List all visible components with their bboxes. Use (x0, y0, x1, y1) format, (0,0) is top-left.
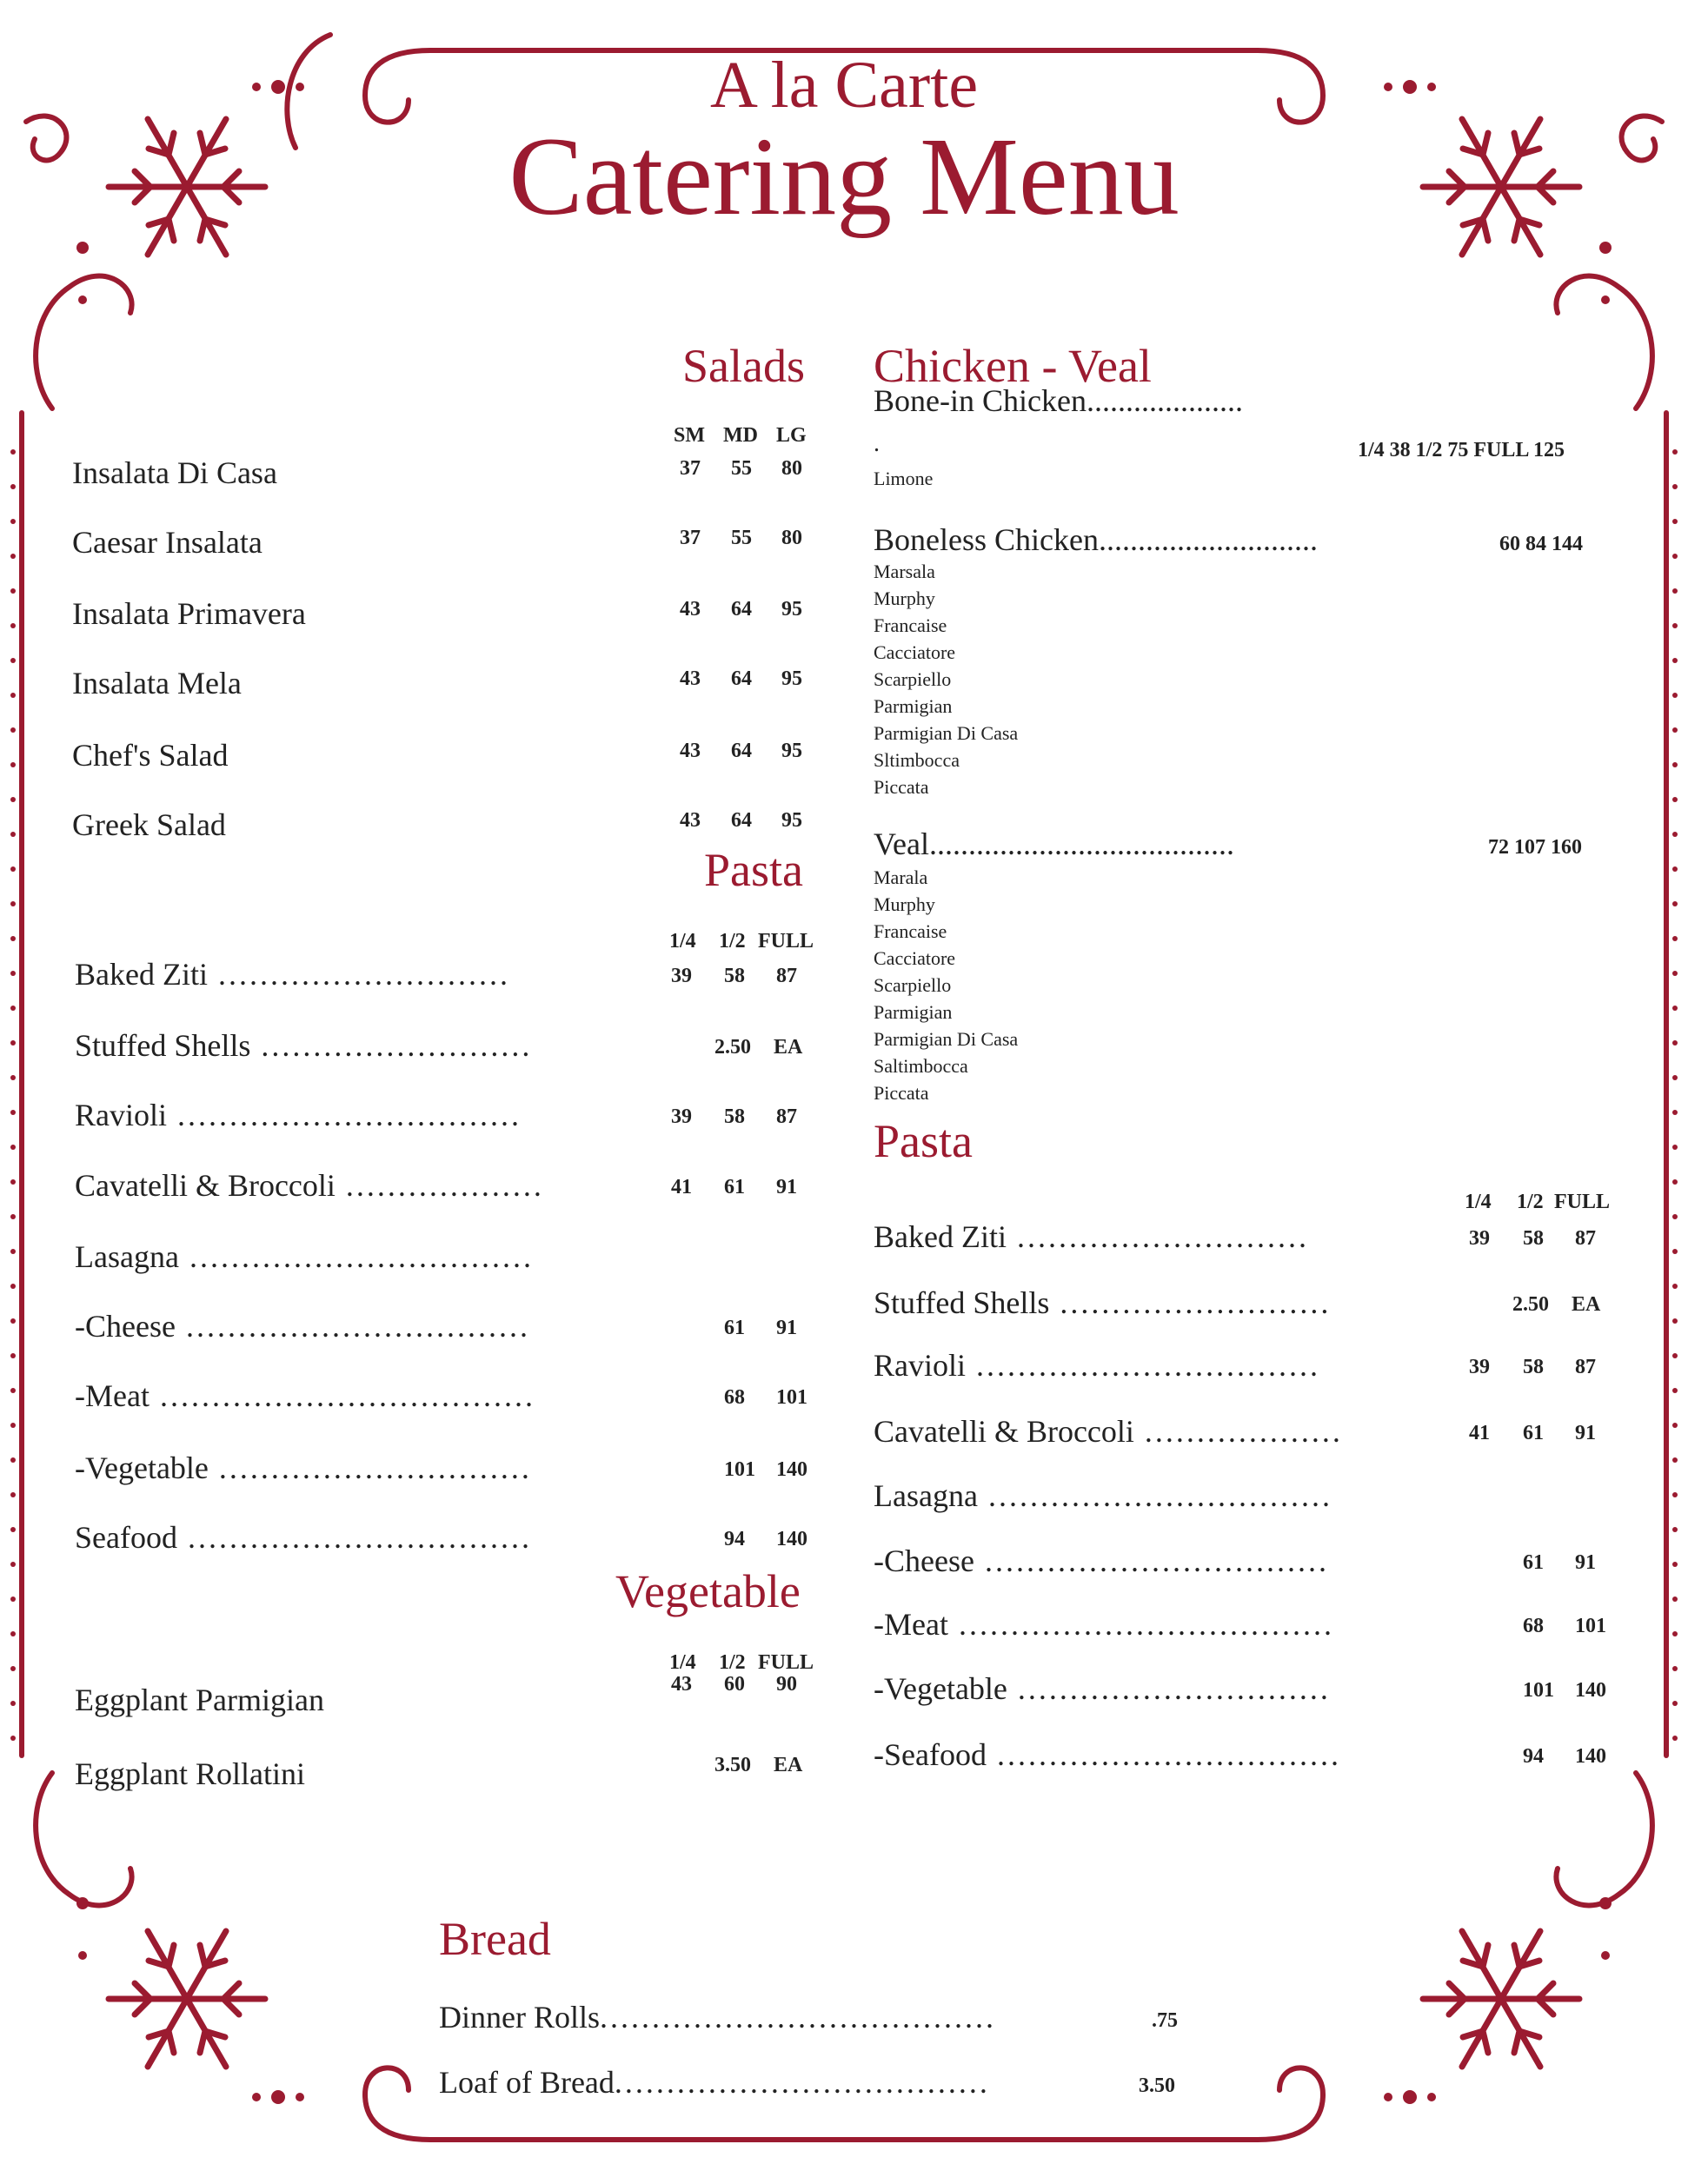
pasta_right-price-quarter: 39 (1469, 1356, 1490, 1378)
pasta_left-item-name: -Vegetable (75, 1450, 209, 1485)
veal-prices: 72 107 160 (1488, 836, 1582, 859)
pasta_right-item-name: -Vegetable (874, 1671, 1007, 1706)
pasta_right-item (874, 1670, 1331, 1707)
pasta_left-item-name: Stuffed Shells (75, 1028, 251, 1063)
leader-dots: ................................. (176, 1520, 532, 1555)
leader-dots: .................................... (947, 1607, 1334, 1642)
pasta_left-item (75, 1450, 532, 1486)
pasta_left-price-full: 87 (776, 965, 797, 987)
bread-item-name: Dinner Rolls (439, 2000, 600, 2035)
vegetable-each-label: EA (774, 1754, 803, 1776)
pasta_left-each-label: EA (774, 1036, 803, 1059)
bread-item (439, 1999, 996, 2035)
salad-price-sm: 43 (680, 667, 701, 690)
pasta_left-price-full: 91 (776, 1176, 797, 1198)
pasta-right-col-h: 1/2 (1517, 1191, 1544, 1213)
salad-price-lg: 95 (781, 667, 802, 690)
pasta-left-col-f: FULL (758, 930, 814, 953)
pasta_right-item-name: -Meat (874, 1607, 948, 1642)
bread-heading: Bread (439, 1913, 551, 1965)
pasta_right-item (874, 1543, 1329, 1579)
vegetable-price-each: 3.50 (714, 1754, 751, 1776)
vegetable-col-q: 1/4 (669, 1651, 696, 1674)
salad-item-name: Insalata Di Casa (72, 455, 277, 490)
pasta_left-price-quarter: 39 (671, 1105, 692, 1128)
vegetable-item-name: Eggplant Rollatini (75, 1756, 305, 1791)
pasta_right-price-quarter: 41 (1469, 1422, 1490, 1444)
leader-dots: ................... (335, 1168, 544, 1203)
preparation-style: Marala (874, 866, 928, 888)
pasta_left-item-name: Cavatelli & Broccoli (75, 1168, 336, 1203)
veal-label: Veal....................................... (874, 826, 1234, 861)
pasta_right-price-half: 101 (1523, 1679, 1554, 1702)
pasta_left-price-half: 58 (724, 1105, 745, 1128)
vegetable-col-f: FULL (758, 1651, 814, 1674)
pasta_right-price-half: 58 (1523, 1356, 1544, 1378)
preparation-style: Scarpiello (874, 974, 952, 996)
menu-title: Catering Menu (508, 115, 1180, 238)
pasta_right-item-name: Cavatelli & Broccoli (874, 1414, 1134, 1449)
vegetable-price-full: 90 (776, 1673, 797, 1696)
pasta_right-price-half: 58 (1523, 1227, 1544, 1250)
salad-price-lg: 95 (781, 740, 802, 762)
pasta_right-item (874, 1736, 1341, 1773)
pasta_right-price-half: 68 (1523, 1615, 1544, 1637)
pasta_left-item (75, 1167, 544, 1204)
preparation-style: Cacciatore (874, 947, 956, 969)
bread-item-name: Loaf of Bread (439, 2065, 615, 2100)
leader-dots: .......................... (250, 1028, 533, 1063)
leader-dots: ...................................... (600, 2000, 996, 2035)
pasta_right-price-full: 101 (1575, 1615, 1606, 1637)
vegetable-item-name: Eggplant Parmigian (75, 1683, 324, 1717)
salad-item-name: Insalata Mela (72, 666, 242, 700)
pasta_left-price-half: 68 (724, 1386, 745, 1409)
salad-price-md: 64 (731, 598, 752, 621)
leader-dots: ................................. (175, 1309, 530, 1344)
leader-dots: ................................. (986, 1737, 1341, 1772)
leader-dots: ................................. (966, 1348, 1320, 1383)
salad-item-name: Greek Salad (72, 807, 226, 842)
pasta_right-item-name: Baked Ziti (874, 1219, 1007, 1254)
vegetable-price-half: 60 (724, 1673, 745, 1696)
pasta_left-item (75, 1377, 535, 1414)
pasta_left-price-each: 2.50 (714, 1036, 751, 1059)
leader-dots: .................................... (614, 2065, 990, 2100)
pasta_left-price-full: 140 (776, 1458, 807, 1481)
pasta_right-item-name: -Cheese (874, 1543, 974, 1578)
preparation-style: Francaise (874, 614, 947, 636)
leader-dots: ................................. (977, 1478, 1332, 1513)
pasta_right-price-full: 140 (1575, 1679, 1606, 1702)
pasta_left-item-name: -Cheese (75, 1309, 176, 1344)
pasta_left-item-name: Baked Ziti (75, 957, 208, 992)
pasta_right-item (874, 1218, 1309, 1255)
pasta_right-price-half: 61 (1523, 1551, 1544, 1574)
pasta_right-price-each: 2.50 (1512, 1293, 1549, 1316)
salad-price-md: 55 (731, 527, 752, 549)
pasta_right-item-name: Ravioli (874, 1348, 966, 1383)
leader-dots: .............................. (1007, 1671, 1331, 1706)
pasta_left-price-half: 61 (724, 1176, 745, 1198)
pasta_right-item (874, 1413, 1343, 1450)
salad-price-md: 64 (731, 667, 752, 690)
pasta_right-item (874, 1477, 1332, 1514)
salad-price-sm: 37 (680, 527, 701, 549)
pasta-left-heading: Pasta (704, 844, 803, 896)
boneless-prices: 60 84 144 (1499, 533, 1583, 555)
pasta_right-each-label: EA (1572, 1293, 1601, 1316)
pasta_left-price-full: 101 (776, 1386, 807, 1409)
vegetable-col-h: 1/2 (719, 1651, 746, 1674)
pasta_right-price-half: 61 (1523, 1422, 1544, 1444)
bone-in-chicken-label: Bone-in Chicken.................... (874, 383, 1243, 418)
pasta_left-item (75, 1308, 530, 1344)
preparation-style: Cacciatore (874, 641, 956, 663)
salad-price-sm: 43 (680, 740, 701, 762)
salad-price-lg: 80 (781, 457, 802, 480)
pasta_right-item-name: -Seafood (874, 1737, 987, 1772)
pasta-left-col-q: 1/4 (669, 930, 696, 953)
pasta_left-price-half: 94 (724, 1528, 745, 1550)
pasta_left-price-quarter: 39 (671, 965, 692, 987)
preparation-style: Piccata (874, 1082, 929, 1104)
pasta_right-item (874, 1606, 1334, 1643)
preparation-style: Sltimbocca (874, 749, 960, 771)
salad-price-lg: 95 (781, 598, 802, 621)
pasta_left-item (75, 1097, 522, 1133)
preparation-style: Murphy (874, 893, 935, 915)
pasta-right-col-q: 1/4 (1465, 1191, 1492, 1213)
salads-col-lg: LG (776, 424, 807, 447)
preparation-style: Piccata (874, 776, 929, 798)
pasta_left-item-name: Ravioli (75, 1098, 167, 1132)
leader-dots: ................................. (167, 1098, 522, 1132)
pasta_right-item (874, 1347, 1320, 1384)
salad-price-sm: 43 (680, 809, 701, 832)
bone-in-prices: 1/4 38 1/2 75 FULL 125 (1358, 439, 1565, 461)
bone-in-dot: . (874, 430, 880, 457)
pasta-right-heading: Pasta (874, 1115, 973, 1167)
vegetable-heading: Vegetable (615, 1565, 801, 1617)
pasta_right-item (874, 1285, 1331, 1321)
salad-price-sm: 37 (680, 457, 701, 480)
pasta_left-price-half: 58 (724, 965, 745, 987)
pasta_right-price-full: 87 (1575, 1356, 1596, 1378)
salads-col-md: MD (723, 424, 758, 447)
salads-heading: Salads (682, 340, 805, 392)
pasta_left-price-full: 140 (776, 1528, 807, 1550)
salad-price-md: 64 (731, 809, 752, 832)
preparation-style: Parmigian (874, 1001, 953, 1023)
pasta_left-item (75, 1238, 534, 1275)
pasta_right-price-full: 87 (1575, 1227, 1596, 1250)
pasta_left-item (75, 1027, 532, 1064)
vegetable-price-quarter: 43 (671, 1673, 692, 1696)
pasta_right-price-quarter: 39 (1469, 1227, 1490, 1250)
preparation-style: Scarpiello (874, 668, 952, 690)
pasta_left-price-full: 91 (776, 1317, 797, 1339)
preparation-style: Parmigian (874, 695, 953, 717)
preparation-style: Marsala (874, 561, 935, 582)
preparation-style: Parmigian Di Casa (874, 1028, 1019, 1050)
leader-dots: .................................... (149, 1378, 535, 1413)
pasta-right-col-f: FULL (1554, 1191, 1611, 1213)
salad-item-name: Chef's Salad (72, 738, 229, 773)
menu-subtitle: A la Carte (709, 49, 979, 122)
salad-item-name: Caesar Insalata (72, 525, 263, 560)
leader-dots: ............................ (207, 957, 510, 992)
preparation-style: Saltimbocca (874, 1055, 968, 1077)
bone-in-style: Limone (874, 468, 934, 489)
pasta_left-item-name: Seafood (75, 1520, 177, 1555)
leader-dots: .............................. (208, 1450, 532, 1485)
leader-dots: ................... (1133, 1414, 1343, 1449)
preparation-style: Francaise (874, 920, 947, 942)
pasta-left-col-h: 1/2 (719, 930, 746, 953)
salad-price-md: 64 (731, 740, 752, 762)
pasta_left-price-quarter: 41 (671, 1176, 692, 1198)
bread-item (439, 2064, 990, 2101)
salad-price-sm: 43 (680, 598, 701, 621)
leader-dots: ............................ (1006, 1219, 1309, 1254)
preparation-style: Murphy (874, 587, 935, 609)
pasta_right-price-half: 94 (1523, 1745, 1544, 1768)
leader-dots: .......................... (1049, 1285, 1332, 1320)
preparation-style: Parmigian Di Casa (874, 722, 1019, 744)
pasta_left-price-half: 61 (724, 1317, 745, 1339)
pasta_right-price-full: 140 (1575, 1745, 1606, 1768)
salad-price-lg: 95 (781, 809, 802, 832)
bread-price: .75 (1152, 2009, 1178, 2032)
chicken-veal-heading: Chicken - Veal (874, 340, 1152, 392)
salads-col-sm: SM (674, 424, 705, 447)
pasta_left-item (75, 956, 510, 992)
pasta_left-item (75, 1519, 532, 1556)
pasta_right-item-name: Stuffed Shells (874, 1285, 1050, 1320)
leader-dots: ................................. (178, 1239, 534, 1274)
leader-dots: ................................. (974, 1543, 1329, 1578)
boneless-chicken-label: Boneless Chicken............................ (874, 522, 1318, 557)
salad-price-md: 55 (731, 457, 752, 480)
pasta_right-price-full: 91 (1575, 1551, 1596, 1574)
pasta_left-price-full: 87 (776, 1105, 797, 1128)
pasta_right-price-full: 91 (1575, 1422, 1596, 1444)
bread-price: 3.50 (1139, 2074, 1175, 2097)
salad-price-lg: 80 (781, 527, 802, 549)
salad-item-name: Insalata Primavera (72, 596, 306, 631)
pasta_left-item-name: Lasagna (75, 1239, 179, 1274)
pasta_left-price-half: 101 (724, 1458, 755, 1481)
pasta_left-item-name: -Meat (75, 1378, 150, 1413)
pasta_right-item-name: Lasagna (874, 1478, 978, 1513)
